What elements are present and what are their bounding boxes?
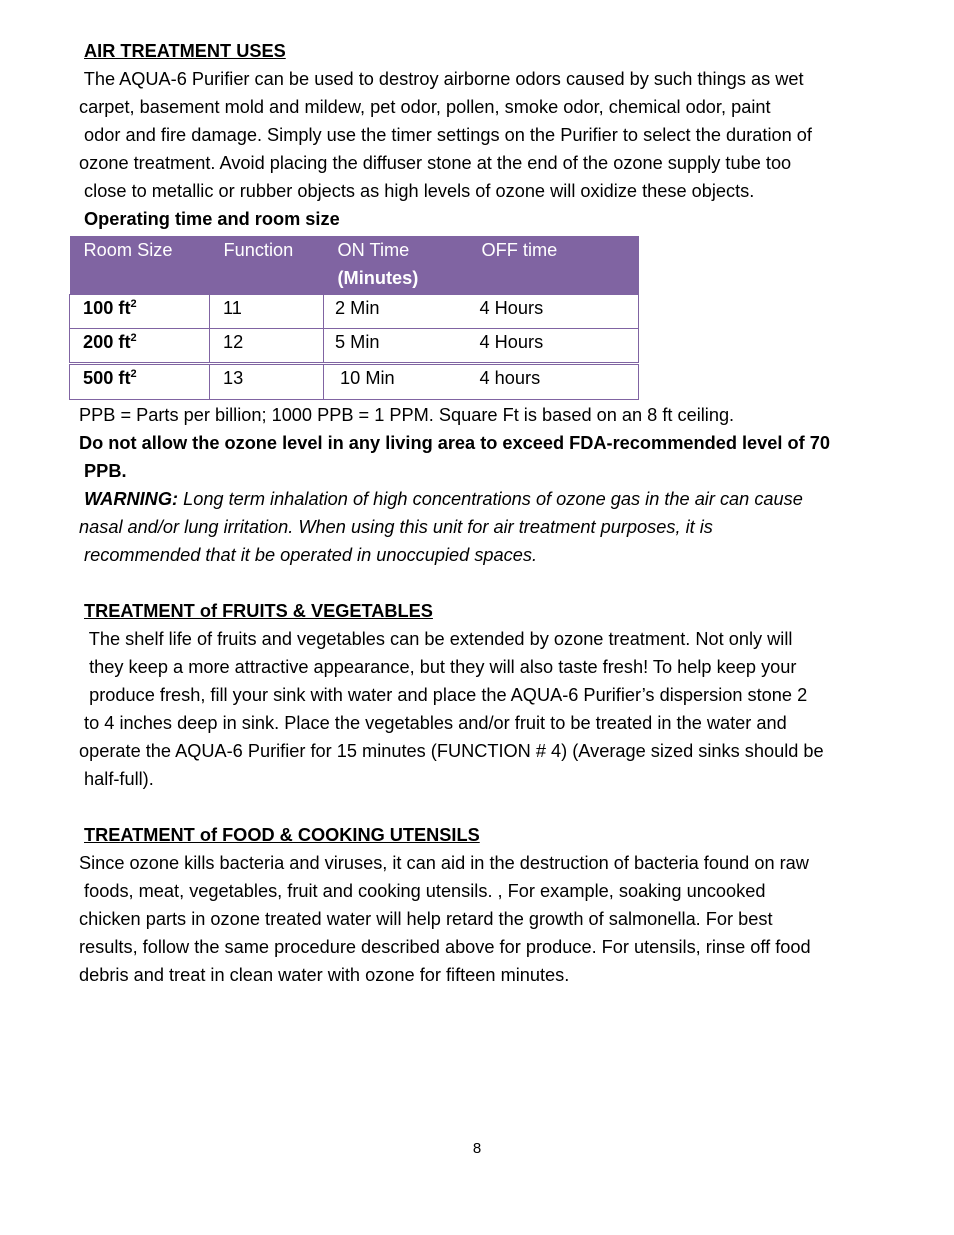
paragraph-line: to 4 inches deep in sink. Place the vegetables and/or fruit to be treated in the water and	[79, 713, 787, 733]
paragraph-line: results, follow the same procedure described above for produce. For utensils, rinse off food	[79, 937, 811, 957]
header-on-time-label: ON Time	[337, 240, 410, 260]
paragraph-line: ozone treatment. Avoid placing the diffuser stone at the end of the ozone supply tube too	[79, 153, 792, 173]
off-time-cell: 4 Hours	[468, 329, 639, 364]
fruits-vegetables-paragraph	[79, 625, 909, 793]
paragraph-line: close to metallic or rubber objects as high levels of ozone will oxidize these objects.	[79, 181, 755, 201]
header-on-time	[324, 236, 468, 295]
section-heading-air-treatment: AIR TREATMENT USES	[84, 41, 286, 61]
on-time-cell: 2 Min	[324, 295, 468, 329]
function-cell: 11	[210, 295, 324, 329]
off-time-cell: 4 hours	[468, 364, 639, 400]
section-heading-fruits-vegetables: TREATMENT of FRUITS & VEGETABLES	[84, 601, 433, 621]
table-row	[70, 364, 639, 400]
header-on-time-unit: (Minutes)	[337, 268, 419, 288]
room-size-table	[69, 236, 639, 400]
paragraph-line: Since ozone kills bacteria and viruses, it can aid in the destruction of bacteria found on raw	[79, 853, 809, 873]
paragraph-line: produce fresh, fill your sink with water and place the AQUA-6 Purifier’s dispersion stone 2	[79, 685, 808, 705]
paragraph-line: carpet, basement mold and mildew, pet odor, pollen, smoke odor, chemical odor, paint	[79, 97, 771, 117]
on-time-cell: 5 Min	[324, 329, 468, 364]
paragraph-line: chicken parts in ozone treated water will help retard the growth of salmonella. For best	[79, 909, 773, 929]
document-page	[79, 37, 909, 989]
header-room-size: Room Size	[83, 240, 173, 260]
table-caption: Operating time and room size	[84, 209, 340, 229]
header-off-time: OFF time	[481, 240, 558, 260]
page-number: 8	[472, 1140, 482, 1157]
air-treatment-paragraph	[79, 65, 909, 205]
paragraph-line: odor and fire damage. Simply use the timer settings on the Purifier to select the duration of	[79, 125, 812, 145]
header-function: Function	[223, 240, 294, 260]
warning-line: nasal and/or lung irritation. When using this unit for air treatment purposes, it is	[79, 517, 713, 537]
section-heading-food-utensils: TREATMENT of FOOD & COOKING UTENSILS	[84, 825, 480, 845]
ppb-note: PPB = Parts per billion; 1000 PPB = 1 PPM. Square Ft is based on an 8 ft ceiling.	[79, 405, 735, 425]
room-size-cell: 100 $ft^2$	[70, 295, 210, 329]
warning-paragraph	[79, 485, 909, 569]
paragraph-line: The shelf life of fruits and vegetables can be extended by ozone treatment. Not only will	[79, 629, 793, 649]
paragraph-line: half-full).	[79, 769, 154, 789]
on-time-cell: 10 Min	[324, 364, 468, 400]
food-utensils-paragraph	[79, 849, 909, 989]
warning-label: WARNING:	[84, 489, 179, 509]
paragraph-line: The AQUA-6 Purifier can be used to destroy airborne odors caused by such things as wet	[79, 69, 804, 89]
paragraph-line: debris and treat in clean water with ozone for fifteen minutes.	[79, 965, 570, 985]
room-size-cell: 500 $ft^2$	[70, 364, 210, 400]
function-cell: 13	[210, 364, 324, 400]
paragraph-line: operate the AQUA-6 Purifier for 15 minutes (FUNCTION # 4) (Average sized sinks should be	[79, 741, 824, 761]
warning-line: WARNING: Long term inhalation of high concentrations of ozone gas in the air can cause	[84, 489, 803, 509]
table-header-row	[70, 236, 639, 295]
room-size-cell: 200 $ft^2$	[70, 329, 210, 364]
paragraph-line: foods, meat, vegetables, fruit and cooking utensils. , For example, soaking uncooked	[79, 881, 766, 901]
table-row	[70, 329, 639, 364]
paragraph-line: they keep a more attractive appearance, but they will also taste fresh! To help keep your	[79, 657, 797, 677]
ozone-limit-notice	[79, 429, 909, 485]
function-cell: 12	[210, 329, 324, 364]
warning-line: recommended that it be operated in unoccupied spaces.	[79, 545, 538, 565]
notice-line: Do not allow the ozone level in any living area to exceed FDA-recommended level of 70	[79, 433, 830, 453]
table-row	[70, 295, 639, 329]
notice-line: PPB.	[79, 461, 127, 481]
off-time-cell: 4 Hours	[468, 295, 639, 329]
